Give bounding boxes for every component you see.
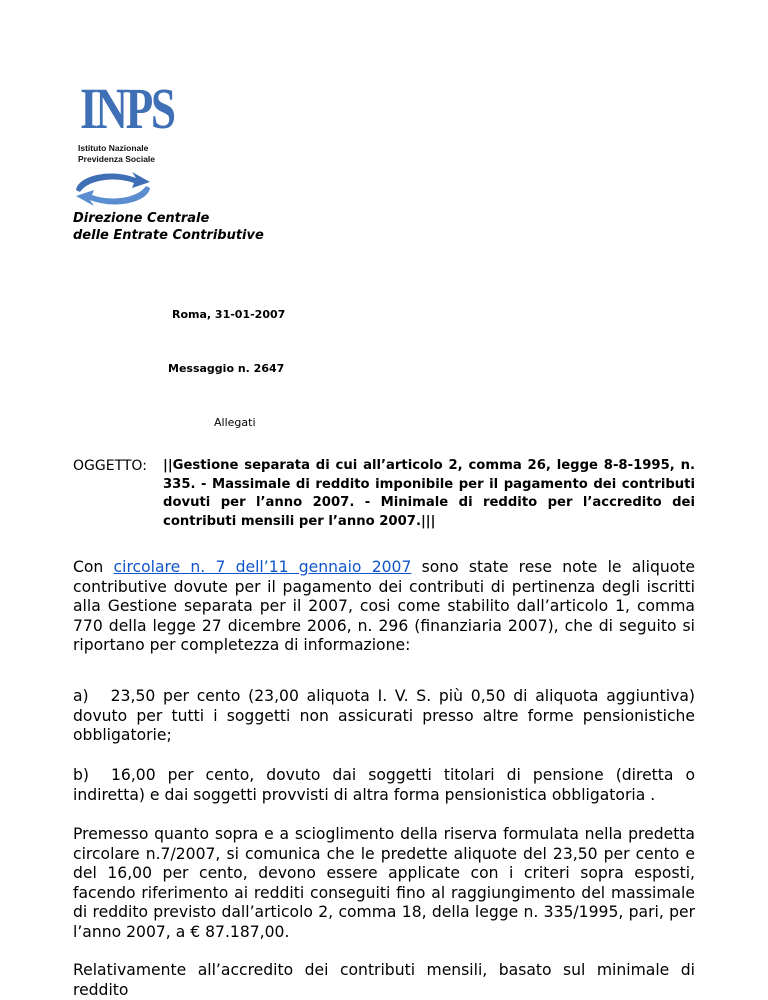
department-name: [73, 210, 264, 244]
logo-line2: Previdenza Sociale: [78, 154, 156, 164]
item-b-text: 16,00 per cento, dovuto dai soggetti titolari di pensione (diretta o indiretta) e dai soggetti provvisti di altra forma pensionistica obbligatoria .: [73, 766, 695, 804]
paragraph-premise: [73, 825, 695, 943]
circular-link[interactable]: circolare n. 7 dell’11 gennaio 2007: [113, 558, 412, 576]
logo-line1: Istituto Nazionale: [78, 143, 149, 153]
department-line1: Direzione Centrale: [73, 211, 210, 226]
message-number: Messaggio n. 2647: [168, 362, 285, 375]
accredito-text: Relativamente all’accredito dei contributi mensili, basato sul minimale di reddito: [73, 961, 695, 999]
paragraph-accredito: [73, 961, 695, 1000]
document-date: Roma, 31-01-2007: [172, 308, 286, 321]
list-item-a: [73, 687, 695, 746]
item-b-marker: b): [73, 766, 89, 784]
logo-acronym: INPS: [80, 76, 174, 141]
subject-label: OGGETTO:: [73, 458, 147, 474]
premise-text: Premesso quanto sopra e a scioglimento della riserva formulata nella predetta circolare n.7/2007, si comunica che le predette aliquote del 23,50 per cento e del 16,00 per cento, devono essere applicate con i criteri sopra esposti, facendo riferimento ai redditi conseguiti fino al raggiungimento del massimale di reddito previsto dall’articolo 2, comma 18, della legge n. 335/1995, pari, per l’anno 2007, a € 87.187,00.: [73, 825, 695, 941]
list-item-b: [73, 766, 695, 805]
inps-logo: [70, 76, 174, 210]
paragraph-intro: [73, 558, 695, 656]
intro-prefix: Con: [73, 558, 114, 576]
circular-arrows-icon: [70, 170, 156, 208]
attachments-label: Allegati: [214, 416, 256, 429]
item-a-text: 23,50 per cento (23,00 aliquota I. V. S. più 0,50 di aliquota aggiuntiva) dovuto per tutti i soggetti non assicurati presso altre forme pensionistiche obbligatorie;: [73, 687, 695, 745]
intro-rest: sono state rese note le aliquote contributive dovute per il pagamento dei contributi di pertinenza degli iscritti alla Gestione separata per il 2007, cosi come stabilito dall’articolo 1, comma 770 della legge 27 dicembre 2006, n. 296 (finanziaria 2007), che di seguito si riportano per completezza di informazione:: [73, 558, 695, 655]
subject-text: ||Gestione separata di cui all’articolo 2, comma 26, legge 8-8-1995, n. 335. - Massimale di reddito imponibile per il pagamento dei contributi dovuti per l’anno 2007. - Minimale di reddito per l’accredito dei contributi mensili per l’anno 2007.|||: [163, 458, 695, 529]
item-a-marker: a): [73, 687, 89, 705]
department-line2: delle Entrate Contributive: [73, 228, 264, 243]
